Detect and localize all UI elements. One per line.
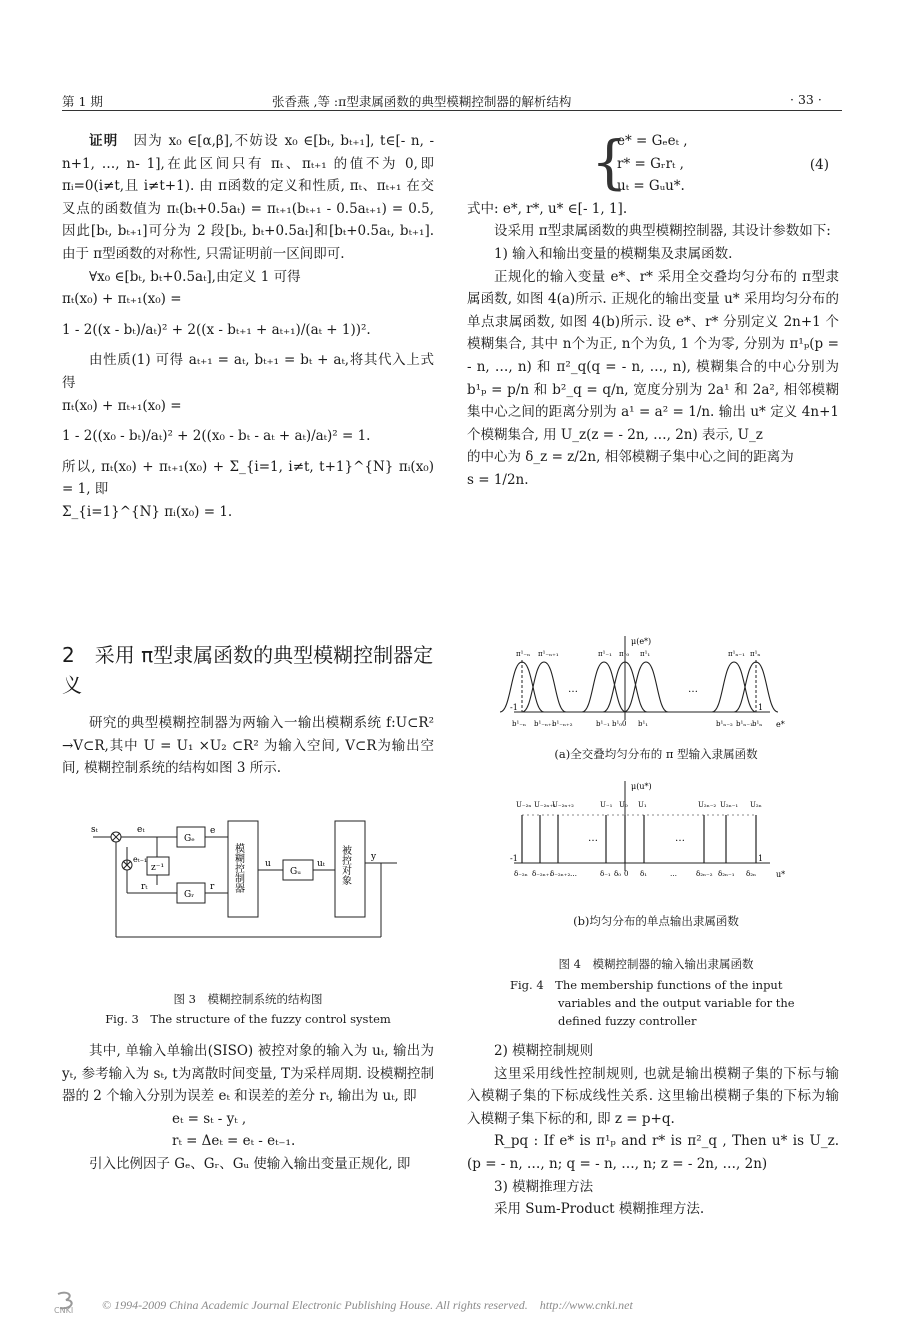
figure-3-caption-cn: 图 3 模糊控制系统的结构图	[173, 992, 323, 1006]
fig4b-top-label: U₋₂ₙ₊₂	[552, 801, 574, 809]
right-column-2	[467, 1040, 839, 1221]
fig4a-top-label: π¹₀	[619, 650, 630, 658]
body-text-inference: 采用 Sum-Product 模糊推理方法.	[494, 1201, 705, 1218]
fig4b-bottom-label: δ₁	[640, 870, 648, 878]
equation-2: 1 - 2((x - bₜ)/aₜ)² + 2((x - bₜ₊₁ + aₜ₊₁)/(aₜ + 1))².	[62, 321, 371, 338]
fig4b-top-label: U₀	[619, 801, 628, 809]
fig4a-one: 1	[758, 703, 764, 712]
left-column-3	[62, 1040, 434, 1176]
cnki-logo-text: CNKI	[54, 1306, 74, 1314]
fig3-label-ro: r	[210, 882, 215, 892]
fig4b-x-label: u*	[776, 870, 786, 879]
fig4b-bottom-label: δ₋₁	[600, 870, 611, 878]
fig4b-bottom-label: δ₂ₙ₋₁	[718, 870, 735, 878]
body-text-scaling: 引入比例因子 Gₑ、Gᵣ、Gᵤ 使输入输出变量正规化, 即	[89, 1155, 411, 1172]
fig4b-top-label: U₋₁	[600, 801, 613, 809]
fig3-label-y: y	[371, 852, 377, 862]
system-equation-2: rₜ = Δeₜ = eₜ - eₜ₋₁.	[172, 1133, 296, 1150]
fig4a-bottom-label: b¹₀	[612, 720, 623, 728]
figure-4-caption-en-3: defined fuzzy controller	[558, 1014, 697, 1028]
figure-4b-output-membership	[500, 775, 820, 885]
body-text-distance: s = 1/2n.	[467, 471, 529, 488]
fig4b-y-label: μ(u*)	[631, 782, 652, 791]
body-text-range: 式中: e*, r*, u* ∈[- 1, 1].	[467, 200, 628, 217]
body-text-center: 的中心为 δ_z = z/2n, 相邻模糊子集中心之间的距离为	[467, 449, 794, 466]
figure-4-caption-en	[470, 976, 842, 1030]
fig4a-bottom-label: b¹ₙ	[752, 720, 763, 728]
footer-copyright: © 1994-2009 China Academic Journal Electronic Publishing House. All rights reserved. http://www.cnki.net	[102, 1298, 633, 1312]
fig4a-bottom-label: b¹₋₁	[596, 720, 610, 728]
left-column-2	[62, 712, 434, 780]
fig4b-dots-right: …	[675, 833, 685, 844]
fig4a-bottom-label: b¹₋ₙ₊₂	[552, 720, 573, 728]
rule-statement: R_pq : If e* is π¹ₚ and r* is π²_q , Then u* is U_z. (p = - n, …, n; q = - n, …, n; z = - 2n, …, 2n)	[467, 1133, 839, 1172]
section-title: 采用 π型隶属函数的典型模糊控制器定义	[62, 643, 434, 697]
fig4a-top-label: π¹ₙ₋₁	[728, 650, 745, 658]
header-rule	[62, 110, 842, 111]
proof-text: 因为 x₀ ∈[α,β],不妨设 x₀ ∈[bₜ, bₜ₊₁], t∈[- n, - n+1, …, n- 1],在此区间只有 πₜ、πₜ₊₁ 的值不为 0,即 πᵢ=0(i≠t,且 i≠t+1). 由 π函数的定义和性质, πₜ、πₜ₊₁ 在交叉点的函数值为 πₜ(bₜ+0.5aₜ) = πₜ₊₁(bₜ₊₁ - 0.5aₜ₊₁) = 0.5,因此[bₜ, bₜ₊₁]可分为 2 段[bₜ, bₜ+0.5aₜ]和[bₜ+0.5aₜ, bₜ₊₁]. 由于 π型函数的对称性, 只需证明前一区间即可.	[62, 133, 435, 262]
fig3-plant-label: 被控对象	[339, 845, 351, 885]
fig4b-top-label: U₂ₙ₋₂	[698, 801, 717, 809]
body-text-params: 设采用 π型隶属函数的典型模糊控制器, 其设计参数如下:	[494, 223, 831, 240]
figure-4b-caption: (b)均匀分布的单点输出隶属函数	[573, 914, 739, 928]
equation-4: 1 - 2((x₀ - bₜ)/aₜ)² + 2((x₀ - bₜ - aₜ + aₜ)/aₜ)² = 1.	[62, 428, 371, 445]
fig4b-minus1: -1	[510, 854, 518, 863]
scaling-equation-u: uₜ = Gᵤu*.	[617, 178, 685, 195]
fig4b-top-label: U₂ₙ₋₁	[720, 801, 739, 809]
fig4b-top-label: U₋₂ₙ	[516, 801, 532, 809]
header-page: · 33 ·	[790, 92, 822, 107]
cnki-logo	[50, 1290, 90, 1314]
fig4b-top-label: U₂ₙ	[750, 801, 762, 809]
fig4a-top-label: π¹₋₁	[598, 650, 612, 658]
proof-text-3: 由性质(1) 可得 aₜ₊₁ = aₜ, bₜ₊₁ = bₜ + aₜ,将其代入上式得	[62, 352, 434, 391]
figure-4-caption-en-2: variables and the output variable for the	[558, 996, 795, 1010]
fig4a-dots-right: …	[688, 684, 698, 695]
figure-4-caption-cn: 图 4 模糊控制器的输入输出隶属函数	[558, 957, 754, 971]
fig4a-top-label: π¹₁	[640, 650, 651, 658]
fig4b-top-label: U₁	[638, 801, 647, 809]
fig3-label-ut: uₜ	[317, 859, 326, 869]
fig3-label-e: eₜ	[137, 825, 145, 835]
fig4b-bottom-label: δ₂ₙ	[746, 870, 757, 878]
fig4b-bottom-label: …	[670, 870, 677, 878]
subheading-inference: 3) 模糊推理方法	[494, 1178, 594, 1195]
scaling-equation-r: r* = Gᵣrₜ ,	[617, 155, 684, 172]
fig4a-curve-4	[624, 662, 668, 712]
body-text-fuzzy-system: 研究的典型模糊控制器为两输入一输出模糊系统 f:U⊂R² →V⊂R,其中 U = U₁ ×U₂ ⊂R² 为输入空间, V⊂R为输出空间, 模糊控制系统的结构如图 3 所示.	[62, 715, 434, 777]
fig4a-bottom-label: b¹₁	[638, 720, 649, 728]
proof-text-5: Σ_{i=1}^{N} πᵢ(x₀) = 1.	[62, 503, 233, 520]
equation-3: πₜ(x₀) + πₜ₊₁(x₀) =	[62, 397, 182, 414]
fig4a-bottom-label: b¹₋ₙ	[512, 720, 527, 728]
proof-label: 证明	[89, 133, 119, 149]
section-number: 2	[62, 643, 75, 667]
section-heading	[62, 640, 434, 700]
fig4b-bottom-label: δ₀	[614, 870, 622, 878]
body-text-membership: 正规化的输入变量 e*、r* 采用全交叠均匀分布的 π型隶属函数, 如图 4(a)所示. 正规化的输出变量 u* 采用均匀分布的单点隶属函数, 如图 4(b)所示. 设 e*、r* 分别定义 2n+1 个模糊集合, 其中 n个为正, n个为负, 1 个为零, 分别为 π¹ₚ(p = - n, …, n) 和 π²_q(q = - n, …, n), 模糊集合的中心分别为 b¹ₚ = p/n 和 b²_q = q/n, 宽度分别为 2a¹ 和 2a², 相邻模糊集中心之间的距离分别为 a¹ = a² = 1/n. 输出 u* 定义 4n+1 个模糊集合, 用 U_z(z = - 2n, …, 2n) 表示, U_z	[467, 268, 839, 443]
equation-1: πₜ(x₀) + πₜ₊₁(x₀) =	[62, 291, 182, 308]
proof-text-2: ∀x₀ ∈[bₜ, bₜ+0.5aₜ],由定义 1 可得	[89, 268, 301, 285]
right-column: { e* = Gₑeₜ , r* = Gᵣrₜ , uₜ = Gᵤu*. (4) 式中: e*, r*, u* ∈[- 1, 1]. 设采用 π型隶属函数的典型模糊控制器, 其设计参数如下: 1) 输入和输出变量的模糊集及隶属函数. 正规化的输入变量 e*、r* 采用全交叠均匀分布的 π型隶属函数, 如图 4(a)所示. 正规化的输出变量 u* 采用均匀分布的单点隶属函数, 如图 4(b)所示. 设 e*、r* 分别定义 2n+1 个模糊集合, 其中 n个为正, n个为负, 1 个为零, 分别为 π¹ₚ(p = - n, …, n) 和 π²_q(q = - n, …, n), 模糊集合的中心分别为 b¹ₚ = p/n 和 b²_q = q/n, 宽度分别为 2a¹ 和 2a², 相邻模糊集中心之间的距离分别为 a¹ = a² = 1/n. 输出 u* 定义 4n+1 个模糊集合, 用 U_z(z = - 2n, …, 2n) 表示, U_z 的中心为 δ_z = z/2n, 相邻模糊子集中心之间的距离为 s = 1/2n.	[467, 130, 839, 492]
fig4b-bottom-label: δ₋₂ₙ₊₂	[550, 870, 571, 878]
fig4a-bottom-label: 0	[622, 720, 627, 728]
body-text-siso: 其中, 单输入单输出(SISO) 被控对象的输入为 uₜ, 输出为 yₜ, 参考输入为 sₜ, t为离散时间变量, T为采样周期. 设模糊控制器的 2 个输入分别为误差 eₜ 和误差的差分 rₜ, 输出为 uₜ, 即	[62, 1043, 434, 1105]
fig4b-bottom-label: δ₋₂ₙ₊₁	[532, 870, 553, 878]
fig4a-bottom-label: b¹ₙ₋₁	[736, 720, 753, 728]
figure-4-caption-en-1: Fig. 4 The membership functions of the input	[510, 978, 783, 992]
figure-3-block-diagram	[85, 815, 405, 945]
left-column	[62, 130, 434, 524]
fig4b-top-label: U₋₂ₙ₊₁	[534, 801, 556, 809]
scaling-equation-e: e* = Gₑeₜ ,	[617, 133, 688, 149]
fig4b-bottom-label: …	[570, 870, 577, 878]
fig3-label-e1: eₜ₋₁	[133, 855, 148, 864]
proof-text-4: 所以, πₜ(x₀) + πₜ₊₁(x₀) + Σ_{i=1, i≠t, t+1}^{N} πᵢ(x₀) = 1, 即	[62, 458, 434, 498]
body-text-rules: 这里采用线性控制规则, 也就是输出模糊子集的下标与输入模糊子集的下标成线性关系. 这里输出模糊子集的下标为输入模糊子集下标的和, 即 z = p+q.	[467, 1065, 839, 1127]
fig3-label-gu: Gᵤ	[290, 867, 301, 877]
fig4a-y-label: μ(e*)	[631, 637, 652, 646]
system-equation-1: eₜ = sₜ - yₜ ,	[172, 1110, 247, 1127]
fig4b-bottom-label: δ₂ₙ₋₂	[696, 870, 713, 878]
fig3-label-ge: Gₑ	[184, 834, 195, 844]
fig3-label-eo: e	[210, 826, 216, 836]
fig3-label-u: u	[265, 859, 271, 869]
fig4a-bottom-label: b¹₋ₙ₊₁	[534, 720, 555, 728]
fig4b-dots-left: …	[588, 833, 598, 844]
fig4a-bottom-label: b¹ₙ₋₂	[716, 720, 733, 728]
header-title: 张香燕 ,等 :π型隶属函数的典型模糊控制器的解析结构	[272, 94, 572, 109]
fig3-label-gr: Gᵣ	[184, 890, 195, 900]
fig3-label-z: z⁻¹	[151, 863, 165, 873]
fig4a-minus1: -1	[510, 703, 518, 712]
fig4a-top-label: π¹₋ₙ₊₁	[538, 650, 559, 658]
fig4b-bottom-label: δ₋₂ₙ	[514, 870, 528, 878]
figure-4a-input-membership	[500, 630, 820, 740]
fig4b-bottom-label: 0	[624, 870, 629, 878]
fig4a-x-label: e*	[776, 720, 785, 729]
fig3-label-r: rₜ	[141, 882, 148, 892]
fig3-label-s: sₜ	[91, 825, 98, 835]
fig4a-curve-2	[582, 662, 626, 712]
fig4b-one: 1	[758, 854, 764, 863]
fig4a-top-label: π¹₋ₙ	[516, 650, 531, 658]
header-issue: 第 1 期	[62, 94, 103, 109]
fig4a-top-label: π¹ₙ	[750, 650, 761, 658]
subheading-rules: 2) 模糊控制规则	[494, 1043, 594, 1059]
fig4a-dots-left: …	[568, 684, 578, 695]
figure-4a-caption: (a)全交叠均匀分布的 π 型输入隶属函数	[554, 747, 758, 761]
equation-number: (4)	[809, 157, 829, 173]
figure-3-caption-en: Fig. 3 The structure of the fuzzy control system	[105, 1012, 391, 1026]
subheading-membership: 1) 输入和输出变量的模糊集及隶属函数.	[494, 245, 733, 262]
fig3-fuzzy-controller-label: 模糊控制器	[232, 843, 244, 893]
